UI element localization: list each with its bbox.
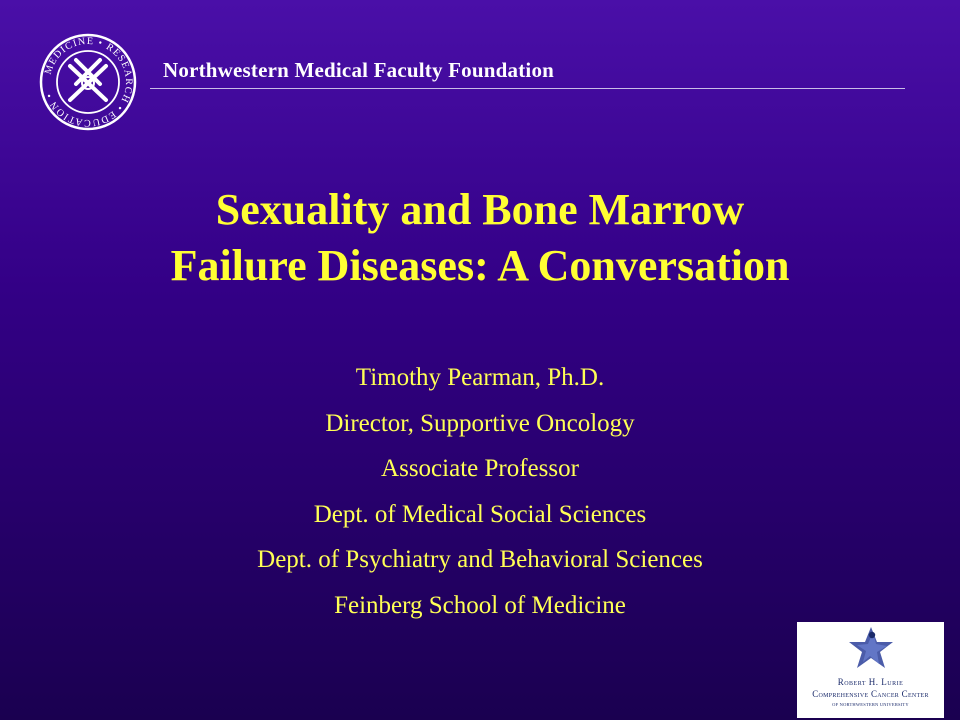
slide-title xyxy=(0,182,960,294)
presenter-credits xyxy=(0,355,960,628)
lurie-cancer-center-logo xyxy=(797,622,944,718)
logo-line-2: Comprehensive Cancer Center xyxy=(812,689,929,699)
presenter-school: Feinberg School of Medicine xyxy=(334,591,626,619)
logo-line-3: OF NORTHWESTERN UNIVERSITY xyxy=(832,702,909,707)
presenter-title: Associate Professor xyxy=(381,455,579,482)
medical-foundation-seal-icon xyxy=(38,32,138,132)
org-name: Northwestern Medical Faculty Foundation xyxy=(163,58,555,82)
title-line-2: Failure Diseases: A Conversation xyxy=(170,241,790,290)
seal-text: MEDICINE • RESEARCH • EDUCATION • xyxy=(42,35,135,129)
presenter-name: Timothy Pearman, Ph.D. xyxy=(355,364,605,391)
lurie-star-icon xyxy=(797,622,944,678)
presenter-dept-1: Dept. of Medical Social Sciences xyxy=(313,500,647,528)
header-divider xyxy=(150,88,905,89)
presenter-dept-2: Dept. of Psychiatry and Behavioral Sciences xyxy=(257,546,703,573)
presenter-role: Director, Supportive Oncology xyxy=(325,409,635,437)
title-line-1: Sexuality and Bone Marrow xyxy=(215,185,745,234)
logo-line-1: Robert H. Lurie xyxy=(837,677,904,687)
